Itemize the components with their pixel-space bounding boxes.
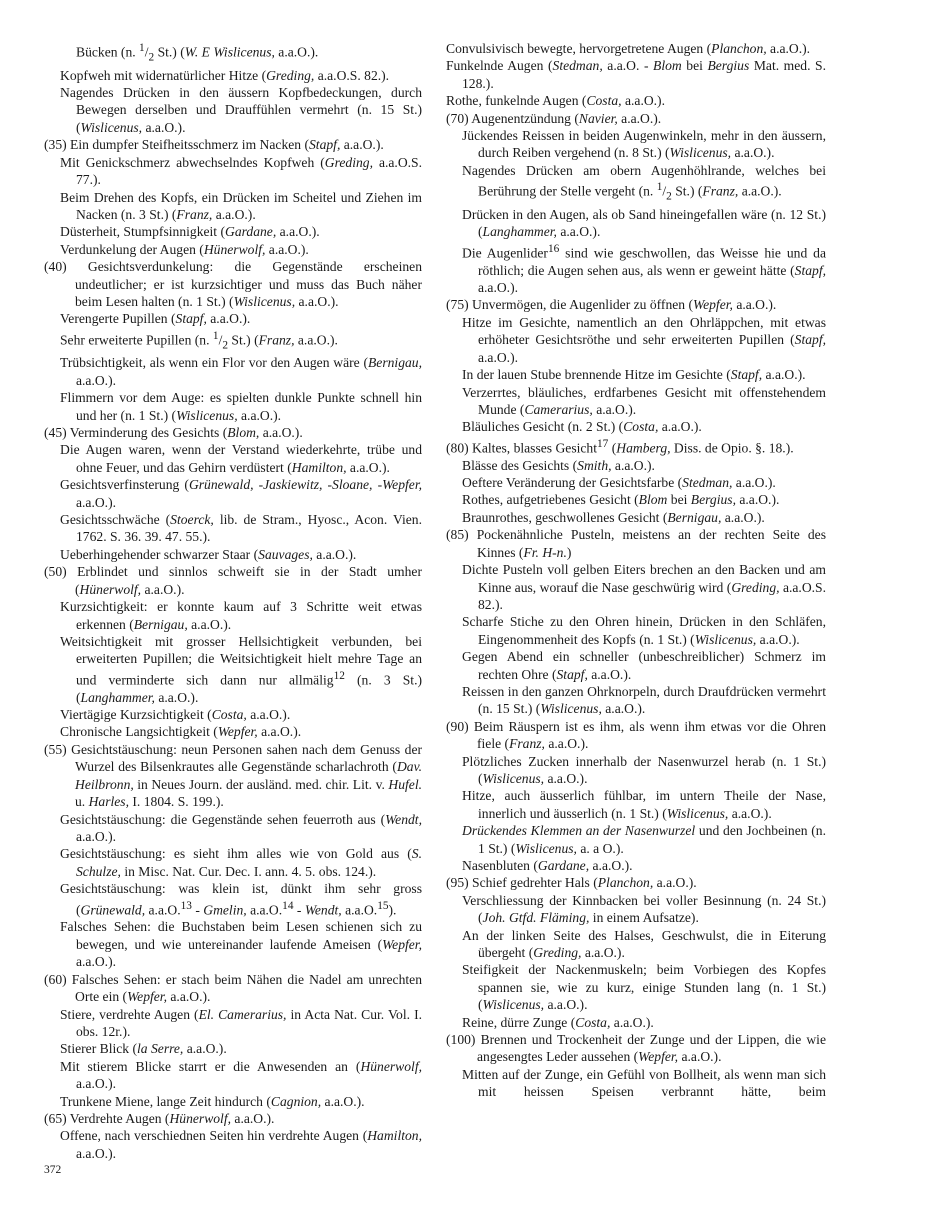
symptom-entry: (90) Beim Räuspern ist es ihm, als wenn ihm etwas vor die Ohren fiele (Franz, a.a.O.). <box>446 718 826 752</box>
symptom-entry: Gesichtstäuschung: was klein ist, dünkt ihm sehr gross (Grünewald, a.a.O.$^{13}$ - Gmelin, a.a.O.$^{14}$ - Wendt, a.a.O.$^{15}$). <box>60 881 422 918</box>
symptom-entry: Rothes, aufgetriebenes Gesicht (Blom bei Bergius, a.a.O.). <box>462 492 780 508</box>
symptom-entry: Gesichtsverfinsterung (Grünewald, -Jaskiewitz, -Sloane, -Wepfer, a.a.O.). <box>60 477 422 510</box>
symptom-entry: Sehr erweiterte Pupillen (n. $^1/_2$ St.) (Franz, a.a.O.). <box>60 329 338 351</box>
symptom-entry: In der lauen Stube brennende Hitze im Gesichte (Stapf, a.a.O.). <box>462 367 806 383</box>
symptom-entry: Flimmern vor dem Auge: es spielten dunkle Punkte schnell hin und her (n. 1 St.) (Wislicenus, a.a.O.). <box>60 390 422 423</box>
symptom-entry: Plötzliches Zucken innerhalb der Nasenwurzel herab (n. 1 St.) (Wislicenus, a.a.O.). <box>462 753 826 786</box>
symptom-entry: Convulsivisch bewegte, hervorgetretene Augen (Planchon, a.a.O.). <box>446 41 811 56</box>
symptom-entry: Verschliessung der Kinnbacken bei voller Besinnung (n. 24 St.) (Joh. Gtfd. Fläming, in einem Aufsatze). <box>462 892 826 926</box>
symptom-entry: (80) Kaltes, blasses Gesicht$^{17}$ (Hamberg, Diss. de Opio. §. 18.). <box>446 437 794 456</box>
symptom-entry: Die Augenlider$^{16}$ sind wie geschwollen, das Weisse hie und da röthlich; die Augen sehen aus, als wenn er geweint hätte (Stapf, a.a.O.). <box>462 242 826 296</box>
symptom-entry: Düsterheit, Stumpfsinnigkeit (Gardane, a.a.O.). <box>60 224 320 240</box>
symptom-entry: (35) Ein dumpfer Steifheitsschmerz im Nacken (Stapf, a.a.O.). <box>44 137 384 153</box>
symptom-entry: (65) Verdrehte Augen (Hünerwolf, a.a.O.). <box>44 1110 275 1126</box>
symptom-entry: An der linken Seite des Halses, Geschwulst, die in Eiterung übergeht (Greding, a.a.O.). <box>462 927 826 961</box>
symptom-entry: Funkelnde Augen (Stedman, a.a.O. - Blom bei Bergius Mat. med. S. 128.). <box>446 58 826 91</box>
symptom-entry: Braunrothes, geschwollenes Gesicht (Bernigau, a.a.O.). <box>462 509 765 525</box>
symptom-entry: Reine, dürre Zunge (Costa, a.a.O.). <box>462 1014 654 1030</box>
symptom-entry: (95) Schief gedrehter Hals (Planchon, a.a.O.). <box>446 875 697 891</box>
symptom-entry: Trunkene Miene, lange Zeit hindurch (Cagnion, a.a.O.). <box>60 1093 365 1109</box>
symptom-entry: Hitze, auch äusserlich fühlbar, im untern Theile der Nase, innerlich und äusserlich (n. 1 St.) (Wislicenus, a.a.O.). <box>462 788 826 821</box>
symptom-entry: Bücken (n. $^1/_2$ St.) (W. E Wislicenus, a.a.O.). <box>76 42 319 64</box>
symptom-entry: (70) Augenentzündung (Navier, a.a.O.). <box>446 110 662 126</box>
symptom-entry: Nagendes Drücken am obern Augenhöhlrande, welches bei Berührung der Stelle vergeht (n. $^1/_2$ St.) (Franz, a.a.O.). <box>462 162 826 203</box>
symptom-entry: Rothe, funkelnde Augen (Costa, a.a.O.). <box>446 93 665 109</box>
symptom-entry: Offene, nach verschiednen Seiten hin verdrehte Augen (Hamilton, a.a.O.). <box>60 1128 422 1161</box>
symptom-entry: Stiere, verdrehte Augen (El. Camerarius, in Acta Nat. Cur. Vol. I. obs. 12r.). <box>60 1006 422 1039</box>
symptom-entry: Viertägige Kurzsichtigkeit (Costa, a.a.O.). <box>60 707 291 723</box>
symptom-entry: Drückendes Klemmen an der Nasenwurzel und den Jochbeinen (n. 1 St.) (Wislicenus, a. a O.). <box>462 823 826 856</box>
symptom-entry: Gesichtstäuschung: die Gegenstände sehen feuerroth aus (Wendt, a.a.O.). <box>60 811 422 844</box>
symptom-entry: Kurzsichtigkeit: er konnte kaum auf 3 Schritte weit etwas erkennen (Bernigau, a.a.O.). <box>60 599 422 632</box>
symptom-entry: Scharfe Stiche zu den Ohren hinein, Drücken in den Schläfen, Eingenommenheit des Kopfs (n. 1 St.) (Wislicenus, a.a.O.). <box>462 614 826 647</box>
symptom-entry: (100) Brennen und Trockenheit der Zunge und der Lippen, die wie angesengtes Leder aussehen (Wepfer, a.a.O.). <box>446 1032 826 1065</box>
symptom-entry: (75) Unvermögen, die Augenlider zu öffnen (Wepfer, a.a.O.). <box>446 297 777 313</box>
symptom-entry: Mit Genickschmerz abwechselndes Kopfweh (Greding, a.a.O.S. 77.). <box>60 154 423 188</box>
symptom-entry: Kopfweh mit widernatürlicher Hitze (Greding, a.a.O.S. 82.). <box>60 67 390 83</box>
symptom-entry: Blässe des Gesichts (Smith, a.a.O.). <box>462 457 655 473</box>
symptom-entry: Weitsichtigkeit mit grosser Hellsichtigkeit verbunden, bei erweiterten Pupillen; die Weitsichtigkeit hielt mehre Tage an und verminderte sich dann nur allmälig$^{12}$ (n. 3 St.) (Langhammer, a.a.O.). <box>60 633 422 705</box>
symptom-entry: Chronische Langsichtigkeit (Wepfer, a.a.O.). <box>60 724 302 740</box>
symptom-entry: Ueberhingehender schwarzer Staar (Sauvages, a.a.O.). <box>60 546 357 562</box>
symptom-entry: Gesichtstäuschung: es sieht ihm alles wie von Gold aus (S. Schulze, in Misc. Nat. Cur. Dec. I. ann. 4. 5. obs. 124.). <box>60 846 422 879</box>
symptom-entry: Drücken in den Augen, als ob Sand hineingefallen wäre (n. 12 St.) (Langhammer, a.a.O.). <box>462 206 826 240</box>
symptom-entry: Jückendes Reissen in beiden Augenwinkeln, mehr in den äussern, durch Reiben vergehend (n. 8 St.) (Wislicenus, a.a.O.). <box>462 128 826 161</box>
symptom-entry: (60) Falsches Sehen: er stach beim Nähen die Nadel am unrechten Orte ein (Wepfer, a.a.O.). <box>44 971 422 1005</box>
symptom-entry: Verengerte Pupillen (Stapf, a.a.O.). <box>60 311 251 327</box>
symptom-entry: Verzerrtes, bläuliches, erdfarbenes Gesicht mit offenstehendem Munde (Camerarius, a.a.O.). <box>462 384 826 417</box>
symptom-entry: Beim Drehen des Kopfs, ein Drücken im Scheitel und Ziehen im Nacken (n. 3 St.) (Franz, a.a.O.). <box>60 189 422 222</box>
symptom-entry: Dichte Pusteln voll gelben Eiters brechen an den Backen und am Kinne aus, worauf die Nase geschwürig wird (Greding, a.a.O.S. 82.). <box>462 562 827 612</box>
symptom-entry: Nagendes Drücken in den äussern Kopfbedeckungen, durch Bewegen derselben und Drauffühlen vermehrt (n. 15 St.) (Wislicenus, a.a.O.). <box>60 85 422 135</box>
symptom-entry: Trübsichtigkeit, als wenn ein Flor vor den Augen wäre (Bernigau, a.a.O.). <box>60 355 422 388</box>
symptom-entry: Stierer Blick (la Serre, a.a.O.). <box>60 1041 227 1057</box>
symptom-entry: Falsches Sehen: die Buchstaben beim Lesen schienen sich zu bewegen, und wie untereinander laufende Ameisen (Wepfer, a.a.O.). <box>60 919 422 970</box>
symptom-entry: Mit stierem Blicke starrt er die Anwesenden an (Hünerwolf, a.a.O.). <box>60 1058 422 1092</box>
symptom-entry: Hitze im Gesichte, namentlich an den Ohrläppchen, mit etwas erhöheter Gesichtsröthe und sehr erweiterten Pupillen (Stapf, a.a.O.). <box>462 314 826 365</box>
symptom-entry: Oeftere Veränderung der Gesichtsfarbe (Stedman, a.a.O.). <box>462 475 776 491</box>
left-column <box>44 40 422 1162</box>
symptom-entry: Gegen Abend ein schneller (unbeschreiblicher) Schmerz im rechten Ohre (Stapf, a.a.O.). <box>462 649 826 682</box>
symptom-entry: Mitten auf der Zunge, ein Gefühl von Bollheit, als wenn man sich mit heissen Speisen verbrannt hätte, beim <box>462 1066 826 1100</box>
right-column <box>446 40 826 1101</box>
page-number: 372 <box>44 1164 62 1176</box>
symptom-entry: (45) Verminderung des Gesichts (Blom, a.a.O.). <box>44 425 303 441</box>
symptom-entry: Bläuliches Gesicht (n. 2 St.) (Costa, a.a.O.). <box>462 419 702 435</box>
symptom-entry: (40) Gesichtsverdunkelung: die Gegenstände erscheinen undeutlicher; er ist kurzsichtiger und muss das Buch näher beim Lesen halten (n. 1 St.) (Wislicenus, a.a.O.). <box>44 259 422 309</box>
symptom-entry: Reissen in den ganzen Ohrknorpeln, durch Draufdrücken vermehrt (n. 15 St.) (Wislicenus, a.a.O.). <box>462 683 826 717</box>
symptom-entry: Nasenbluten (Gardane, a.a.O.). <box>462 858 633 873</box>
symptom-entry: (85) Pockenähnliche Pusteln, meistens an der rechten Seite des Kinnes (Fr. H-n.) <box>446 527 826 560</box>
symptom-entry: Die Augen waren, wenn der Verstand wiederkehrte, trübe und ohne Feuer, und das Gehirn verdüstert (Hamilton, a.a.O.). <box>60 442 422 475</box>
symptom-entry: Steifigkeit der Nackenmuskeln; beim Vorbiegen des Kopfes spannen sie, wie zu kurz, einige Stunden lang (n. 1 St.) (Wislicenus, a.a.O.). <box>462 962 826 1013</box>
symptom-entry: (55) Gesichtstäuschung: neun Personen sahen nach dem Genuss der Wurzel des Bilsenkrautes alle Gegenstände scharlachroth (Dav. Heilbronn, in Neues Journ. der ausländ. med. chir. Lit. v. Hufel. u. Harles, I. 1804. S. 199.). <box>44 741 422 810</box>
symptom-entry: Gesichtsschwäche (Stoerck, lib. de Stram., Hyosc., Acon. Vien. 1762. S. 36. 39. 47. 55.). <box>60 512 422 545</box>
symptom-entry: (50) Erblindet und sinnlos schweift sie in der Stadt umher (Hünerwolf, a.a.O.). <box>44 564 422 597</box>
symptom-entry: Verdunkelung der Augen (Hünerwolf, a.a.O.). <box>60 241 309 257</box>
